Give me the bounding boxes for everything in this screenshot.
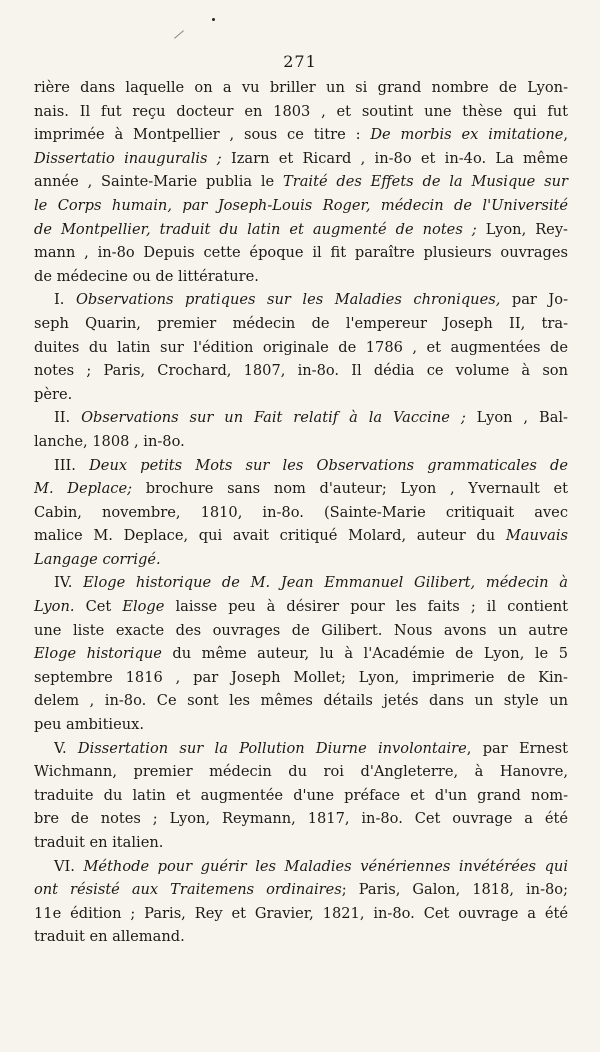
text-segment: une liste exacte des ouvrages de Gilibert. Nous avons un autre [34,621,568,639]
italic-text-segment: Eloge [122,598,165,616]
text-line [34,713,568,737]
text-line [34,619,568,643]
text-line [34,218,568,242]
text-line [34,170,568,194]
text-segment: année , Sainte-Marie publia le [34,173,284,191]
text-segment: laisse peu à désirer pour les faits ; il contient [164,598,568,616]
text-line [34,454,568,478]
text-segment: III. [54,456,90,474]
text-line [34,760,568,784]
text-segment: malice M. Deplace, qui avait critiqué Molard, auteur du [34,527,506,545]
text-line [34,925,568,949]
text-line [34,784,568,808]
text-line [34,524,568,548]
text-segment: I. [54,291,76,309]
text-line [34,689,568,713]
italic-text-segment: Deux petits Mots sur les Observations grammaticales de [89,456,568,474]
text-segment: Cet [74,598,123,616]
text-line [34,76,568,100]
text-segment: septembre 1816 , par Joseph Mollet; Lyon, imprimerie de Kin- [34,668,568,686]
text-segment: duites du latin sur l'édition originale de 1786 , et augmentées de [34,338,568,356]
italic-text-segment: Traité des Effets de la Musique sur [283,173,568,191]
italic-text-segment: Observations sur un Fait relatif à la Vaccine ; [81,409,466,427]
text-line [34,336,568,360]
text-line [34,855,568,879]
text-segment: seph Quarin, premier médecin de l'empereur Joseph II, tra- [34,314,568,332]
italic-text-segment: le Corps humain, par Joseph-Louis Roger, médecin de l'Université [34,196,568,214]
italic-text-segment: Eloge historique de M. Jean Emmanuel Gilibert, médecin à [83,574,569,592]
text-line [34,595,568,619]
text-line [34,642,568,666]
text-line [34,147,568,171]
text-segment: Cabin, novembre, 1810, in-8o. (Sainte-Marie critiquait avec [34,503,568,521]
text-segment: brochure sans nom d'auteur; Lyon , Yvernault et [132,480,568,498]
text-segment: II. [54,409,82,427]
text-line [34,902,568,926]
text-segment: bre de notes ; Lyon, Reymann, 1817, in-8o. Cet ouvrage a été [34,810,568,828]
text-line [34,878,568,902]
italic-text-segment: Méthode pour guérir les Maladies vénériennes invétérées qui [83,857,568,875]
text-line [34,430,568,454]
text-line [34,501,568,525]
text-segment: Wichmann, premier médecin du roi d'Angleterre, à Hanovre, [34,763,568,781]
text-line [34,548,568,572]
text-segment: par Jo- [500,291,569,309]
italic-text-segment: Lyon. [34,598,75,616]
text-segment: de médecine ou de littérature. [34,267,259,285]
page-number: 271 [283,52,317,71]
italic-text-segment: de Montpellier, traduit du latin et augmenté de notes ; [34,220,477,238]
text-segment: VI. [54,857,84,875]
italic-text-segment: Dissertatio inauguralis ; [34,149,222,167]
text-segment: V. [54,739,78,757]
text-line [34,571,568,595]
text-line [34,406,568,430]
italic-text-segment: Mauvais [505,527,568,545]
text-segment: delem , in-8o. Ce sont les mêmes détails jetés dans un style un [34,692,568,710]
italic-text-segment: De morbis ex imitatione [370,126,564,144]
text-segment: notes ; Paris, Crochard, 1807, in-8o. Il dédia ce volume à son [34,362,568,380]
text-line [34,312,568,336]
text-segment: , par Ernest [466,739,568,757]
text-line [34,123,568,147]
text-segment: Lyon, Rey- [476,220,568,238]
pencil-stroke-mark [174,30,184,38]
ink-dot-mark [212,18,215,21]
text-line [34,359,568,383]
text-segment: 11e édition ; Paris, Rey et Gravier, 1821, in-8o. Cet ouvrage a été [34,904,568,922]
text-segment: imprimée à Montpellier , sous ce titre : [34,126,371,144]
text-segment: Lyon , Bal- [465,409,568,427]
text-segment: traduit en allemand. [34,928,185,946]
text-segment: rière dans laquelle on a vu briller un si grand nombre de Lyon- [34,79,568,96]
text-line [34,100,568,124]
text-segment: traduit en italien. [34,834,164,851]
italic-text-segment: Dissertation sur la Pollution Diurne involontaire [77,739,467,757]
text-segment: , [563,126,568,144]
italic-text-segment: M. Deplace; [34,480,133,498]
text-segment: Izarn et Ricard , in-8o et in-4o. La même [221,149,568,167]
text-line [34,831,568,855]
text-line [34,477,568,501]
italic-text-segment: Eloge historique [34,645,162,663]
text-line [34,194,568,218]
italic-text-segment: Observations pratiques sur les Maladies chroniques, [75,291,501,309]
text-line [34,288,568,312]
text-line [34,241,568,265]
text-segment: mann , in-8o Depuis cette époque il fit paraître plusieurs ouvrages [34,244,568,262]
text-segment: peu ambitieux. [34,716,145,734]
italic-text-segment: ont résisté aux Traitemens ordinaires [34,881,342,899]
text-segment: traduite du latin et augmentée d'une préface et d'un grand nom- [34,786,568,804]
text-segment: lanche, 1808 , in-8o. [34,432,185,450]
text-line [34,265,568,289]
text-line [34,807,568,831]
text-segment: du même auteur, lu à l'Académie de Lyon, le 5 [161,645,568,663]
text-segment: IV. [54,574,84,592]
text-line [34,666,568,690]
text-line [34,383,568,407]
text-segment: ; Paris, Galon, 1818, in-8o; [341,881,568,899]
text-line [34,737,568,761]
text-segment: nais. Il fut reçu docteur en 1803 , et soutint une thèse qui fut [34,102,568,120]
body-text [34,76,568,949]
text-segment: père. [34,385,73,403]
italic-text-segment: Langage corrigé. [34,550,161,568]
